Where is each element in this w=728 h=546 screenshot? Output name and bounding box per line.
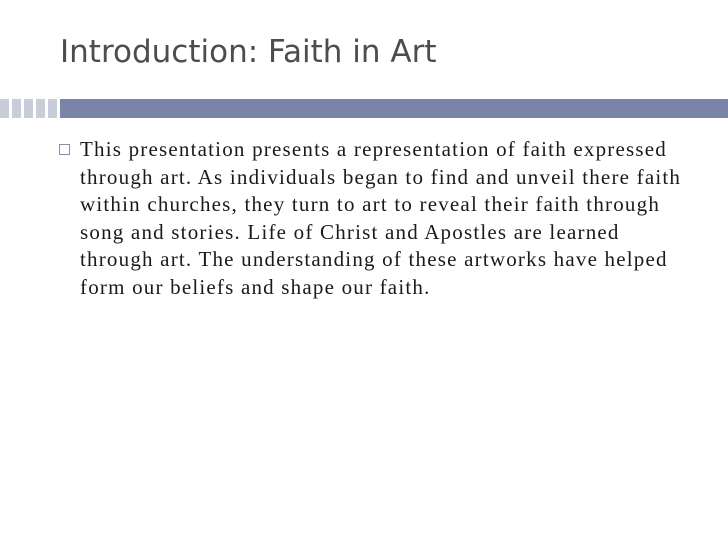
bullet-text: This presentation presents a representation of faith expressed through art. As individuals began to find and unveil there faith within churches, they turn to art to reveal their faith through song and stories. Life of Christ and Apostles are learned through art. The understanding of these artworks have helped form our beliefs and shape our faith.	[80, 137, 682, 299]
divider-bar	[60, 99, 728, 118]
bullet-list	[58, 136, 698, 301]
divider-block	[0, 99, 9, 118]
hollow-square-bullet-icon	[59, 144, 70, 155]
bullet-item	[58, 136, 698, 301]
slide-title: Introduction: Faith in Art	[60, 34, 437, 70]
divider-block	[12, 99, 21, 118]
title-divider	[0, 99, 728, 118]
divider-block	[36, 99, 45, 118]
divider-block	[48, 99, 57, 118]
divider-block	[24, 99, 33, 118]
